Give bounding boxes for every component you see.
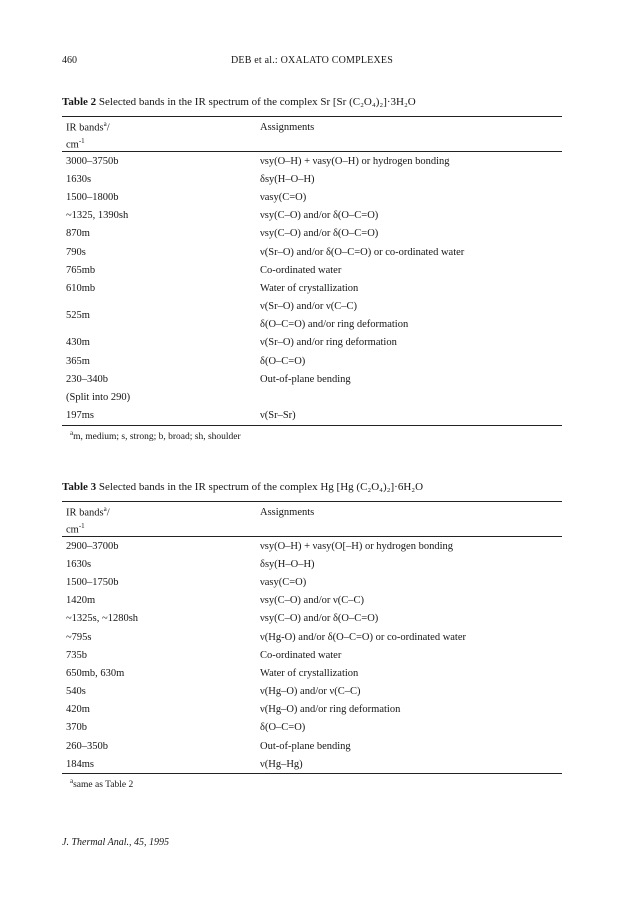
band-cell: ~1325, 1390sh bbox=[66, 210, 129, 222]
table-2-unit-row bbox=[62, 137, 562, 152]
band-cell: 735b bbox=[66, 649, 87, 661]
band-cell: ~795s bbox=[66, 631, 92, 643]
band-cell: 650mb, 630m bbox=[66, 667, 125, 679]
assignment-cell: ν(Hg–O) and/or ring deformation bbox=[260, 704, 401, 716]
assignment-cell: δsy(H–O–H) bbox=[260, 173, 315, 185]
assignment-cell: ν(Sr–O) and/or ring deformation bbox=[260, 337, 397, 349]
band-cell: ~1325s, ~1280sh bbox=[66, 613, 139, 625]
table-row bbox=[62, 370, 562, 388]
assignment-cell: Co-ordinated water bbox=[260, 264, 342, 276]
table-row bbox=[62, 573, 562, 591]
table-row bbox=[62, 279, 562, 297]
table-row bbox=[62, 207, 562, 225]
table-row bbox=[62, 334, 562, 352]
assignment-cell: ν(Hg–Hg) bbox=[260, 755, 562, 774]
table-row bbox=[62, 755, 562, 774]
table-2-col1-unit: $cm^{-1}$ bbox=[62, 137, 260, 152]
assignment-cell bbox=[260, 388, 562, 406]
assignment-cell: ν(Sr–O) and/or δ(O–C=O) or co-ordinated water bbox=[260, 246, 465, 258]
assignment-cell: δsy(H–O–H) bbox=[260, 558, 315, 570]
band-cell: 1420m bbox=[66, 595, 96, 607]
table-3-label: Table 3 bbox=[62, 481, 97, 493]
table-row bbox=[62, 188, 562, 206]
assignment-cell: ν(Hg–O) and/or ν(C–C) bbox=[260, 686, 361, 698]
band-cell: 260–350b bbox=[66, 740, 108, 752]
table-2-grid bbox=[62, 116, 562, 426]
table-3-unit-row bbox=[62, 522, 562, 537]
table-3-header-row bbox=[62, 502, 562, 523]
assignment-cell: νasy(C=O) bbox=[260, 576, 307, 588]
table-2-caption bbox=[62, 96, 562, 108]
band-cell: 540s bbox=[66, 686, 86, 698]
table-row bbox=[62, 407, 562, 426]
band-cell: 1500–1800b bbox=[66, 191, 119, 203]
band-cell: 230–340b bbox=[66, 373, 108, 385]
band-cell: 610mb bbox=[66, 282, 96, 294]
table-3-unit-blank bbox=[260, 522, 562, 537]
band-cell: 365m bbox=[66, 355, 90, 367]
assignment-cell: ν(Sr–O) and/or ν(C–C) bbox=[260, 301, 357, 313]
table-row bbox=[62, 737, 562, 755]
band-cell: 184ms bbox=[62, 755, 260, 774]
band-cell: 525m bbox=[66, 310, 90, 322]
table-3-caption bbox=[62, 481, 562, 493]
table-row bbox=[62, 152, 562, 171]
band-cell: 1630s bbox=[66, 558, 92, 570]
assignment-cell: ν(Sr–Sr) bbox=[260, 407, 562, 426]
running-title: DEB et al.: OXALATO COMPLEXES bbox=[230, 55, 393, 66]
table-row bbox=[62, 261, 562, 279]
assignment-cell: δ(O–C=O) bbox=[260, 722, 306, 734]
table-2 bbox=[62, 96, 562, 442]
band-cell: 420m bbox=[66, 704, 90, 716]
journal-footer: J. Thermal Anal., 45, 1995 bbox=[62, 837, 170, 848]
table-2-header-row bbox=[62, 117, 562, 138]
assignment-cell: Out-of-plane bending bbox=[260, 740, 351, 752]
band-cell: 870m bbox=[66, 228, 90, 240]
table-3-col1-header: IR bands$^a$/ bbox=[62, 502, 260, 523]
assignment-cell: νsy(C–O) and/or ν(C–C) bbox=[260, 595, 364, 607]
table-row bbox=[62, 610, 562, 628]
table-3-grid bbox=[62, 501, 562, 774]
band-cell: 430m bbox=[66, 337, 90, 349]
band-cell: 1500–1750b bbox=[66, 576, 119, 588]
table-row bbox=[62, 298, 562, 316]
assignment-cell: ν(Hg-O) and/or δ(O–C=O) or co-ordinated water bbox=[260, 631, 467, 643]
assignment-cell: νsy(O–H) + νasy(O–H) or hydrogen bonding bbox=[260, 155, 450, 167]
assignment-cell: νsy(C–O) and/or δ(O–C=O) bbox=[260, 613, 379, 625]
table-2-label: Table 2 bbox=[62, 96, 97, 108]
assignment-cell: Co-ordinated water bbox=[260, 649, 342, 661]
table-2-unit-blank bbox=[260, 137, 562, 152]
table-row bbox=[62, 646, 562, 664]
band-cell: 2900–3700b bbox=[66, 540, 119, 552]
band-cell: 370b bbox=[66, 722, 87, 734]
assignment-cell: Water of crystallization bbox=[260, 667, 359, 679]
band-cell: 197ms bbox=[62, 407, 260, 426]
table-row bbox=[62, 628, 562, 646]
table-row bbox=[62, 701, 562, 719]
band-cell: (Split into 290) bbox=[66, 392, 131, 404]
assignment-cell: Water of crystallization bbox=[260, 282, 359, 294]
band-cell: 1630s bbox=[66, 173, 92, 185]
table-2-footnote: $^a$m, medium; s, strong; b, broad; sh, shoulder bbox=[70, 428, 241, 442]
table-3-caption-text: Selected bands in the IR spectrum of the complex Hg [Hg (C₂O₄)₂]·6H₂O bbox=[98, 481, 424, 493]
table-3-col2-header: Assignments bbox=[260, 502, 562, 523]
table-row bbox=[62, 719, 562, 737]
assignment-cell: δ(O–C=O) bbox=[260, 355, 306, 367]
band-cell: 765mb bbox=[66, 264, 96, 276]
assignment-cell: νsy(O–H) + νasy(O[–H) or hydrogen bonding bbox=[260, 540, 454, 552]
table-row bbox=[62, 170, 562, 188]
assignment-cell: νsy(C–O) and/or δ(O–C=O) bbox=[260, 228, 379, 240]
assignment-cell: νsy(C–O) and/or δ(O–C=O) bbox=[260, 210, 379, 222]
band-cell: 3000–3750b bbox=[66, 155, 119, 167]
table-row bbox=[62, 243, 562, 261]
table-row bbox=[62, 592, 562, 610]
table-3 bbox=[62, 481, 562, 791]
table-row bbox=[62, 388, 562, 406]
table-row bbox=[62, 352, 562, 370]
band-cell: 790s bbox=[66, 246, 86, 258]
assignment-cell: δ(O–C=O) and/or ring deformation bbox=[260, 319, 409, 331]
table-row bbox=[62, 225, 562, 243]
table-row bbox=[62, 664, 562, 682]
table-3-footnote: $^a$same as Table 2 bbox=[70, 777, 134, 791]
table-2-caption-text: Selected bands in the IR spectrum of the complex Sr [Sr (C₂O₄)₂]·3H₂O bbox=[98, 96, 416, 108]
page-number: 460 bbox=[62, 55, 77, 66]
assignment-cell: νasy(C=O) bbox=[260, 191, 307, 203]
table-2-col2-header: Assignments bbox=[260, 117, 562, 138]
table-2-col1-header: IR bands$^a$/ bbox=[62, 117, 260, 138]
table-3-col1-unit: $cm^{-1}$ bbox=[62, 522, 260, 537]
assignment-cell: Out-of-plane bending bbox=[260, 373, 351, 385]
table-row bbox=[62, 555, 562, 573]
table-row bbox=[62, 537, 562, 556]
table-row bbox=[62, 683, 562, 701]
